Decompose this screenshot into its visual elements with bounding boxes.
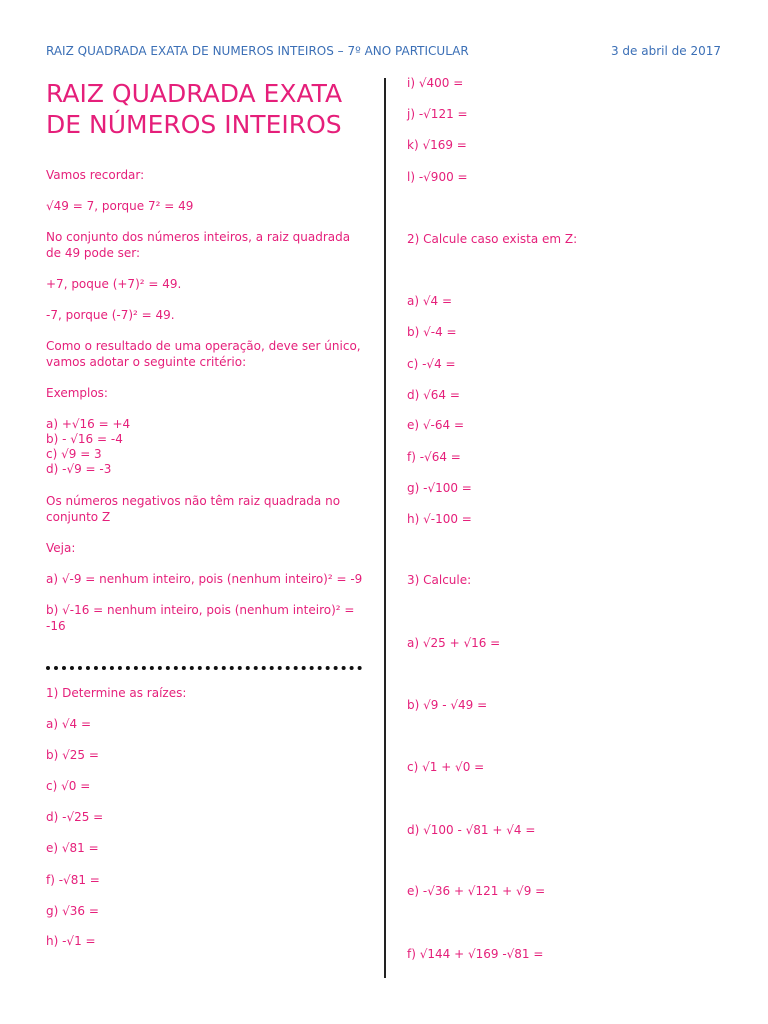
exercise-item: i) √400 = [407, 76, 464, 90]
header-date: 3 de abril de 2017 [610, 44, 721, 58]
text-line: a) +√16 = +4 [46, 417, 131, 431]
text-line: c) √9 = 3 [46, 447, 102, 461]
exercise-item: c) -√4 = [407, 357, 456, 371]
exercise-item: f) -√81 = [46, 873, 100, 887]
exercise-item: f) -√64 = [407, 450, 461, 464]
exercise-item: h) √-100 = [407, 512, 472, 526]
page-title: RAIZ QUADRADA EXATA DE NÚMEROS INTEIROS [46, 79, 343, 139]
dotted-separator [46, 666, 362, 670]
exercise-item: j) -√121 = [407, 107, 468, 121]
text-line: Como o resultado de uma operação, deve ser único, vamos adotar o seguinte critério: [46, 339, 365, 369]
exercise-heading: 3) Calcule: [407, 573, 472, 587]
exercise-item: a) √25 + √16 = [407, 636, 501, 650]
exercise-item: e) √81 = [46, 841, 99, 855]
column-divider [384, 78, 386, 978]
exercise-item: a) √4 = [407, 294, 452, 308]
exercise-item: h) -√1 = [46, 934, 96, 948]
text-line: b) √-16 = nenhum inteiro, pois (nenhum inteiro)² = -16 [46, 603, 359, 633]
exercise-item: e) √-64 = [407, 418, 464, 432]
exercise-item: b) √9 - √49 = [407, 698, 488, 712]
exercise-item: c) √1 + √0 = [407, 760, 485, 774]
text-line: a) √-9 = nenhum inteiro, pois (nenhum inteiro)² = -9 [46, 572, 363, 586]
text-line: Veja: [46, 541, 76, 555]
header-left-text: RAIZ QUADRADA EXATA DE NUMEROS INTEIROS – 7º ANO PARTICULAR [46, 44, 469, 58]
exercise-heading: 2) Calcule caso exista em Z: [407, 232, 578, 246]
text-line: d) -√9 = -3 [46, 462, 112, 476]
exercise-heading: 1) Determine as raízes: [46, 686, 187, 700]
exercise-item: g) √36 = [46, 904, 99, 918]
exercise-item: b) √25 = [46, 748, 99, 762]
exercise-item: a) √4 = [46, 717, 91, 731]
text-line: b) - √16 = -4 [46, 432, 123, 446]
exercise-item: l) -√900 = [407, 170, 468, 184]
text-line: Exemplos: [46, 386, 108, 400]
text-line: -7, porque (-7)² = 49. [46, 308, 175, 322]
text-line: Vamos recordar: [46, 168, 145, 182]
exercise-item: b) √-4 = [407, 325, 457, 339]
exercise-item: c) √0 = [46, 779, 91, 793]
exercise-item: e) -√36 + √121 + √9 = [407, 884, 546, 898]
exercise-item: d) √100 - √81 + √4 = [407, 823, 536, 837]
text-line: +7, poque (+7)² = 49. [46, 277, 182, 291]
exercise-item: d) √64 = [407, 388, 460, 402]
text-line: √49 = 7, porque 7² = 49 [46, 199, 194, 213]
exercise-item: f) √144 + √169 -√81 = [407, 947, 544, 961]
exercise-item: g) -√100 = [407, 481, 472, 495]
text-line: No conjunto dos números inteiros, a raiz quadrada de 49 pode ser: [46, 230, 354, 260]
text-line: Os números negativos não têm raiz quadrada no conjunto Z [46, 494, 344, 524]
exercise-item: k) √169 = [407, 138, 467, 152]
exercise-item: d) -√25 = [46, 810, 104, 824]
